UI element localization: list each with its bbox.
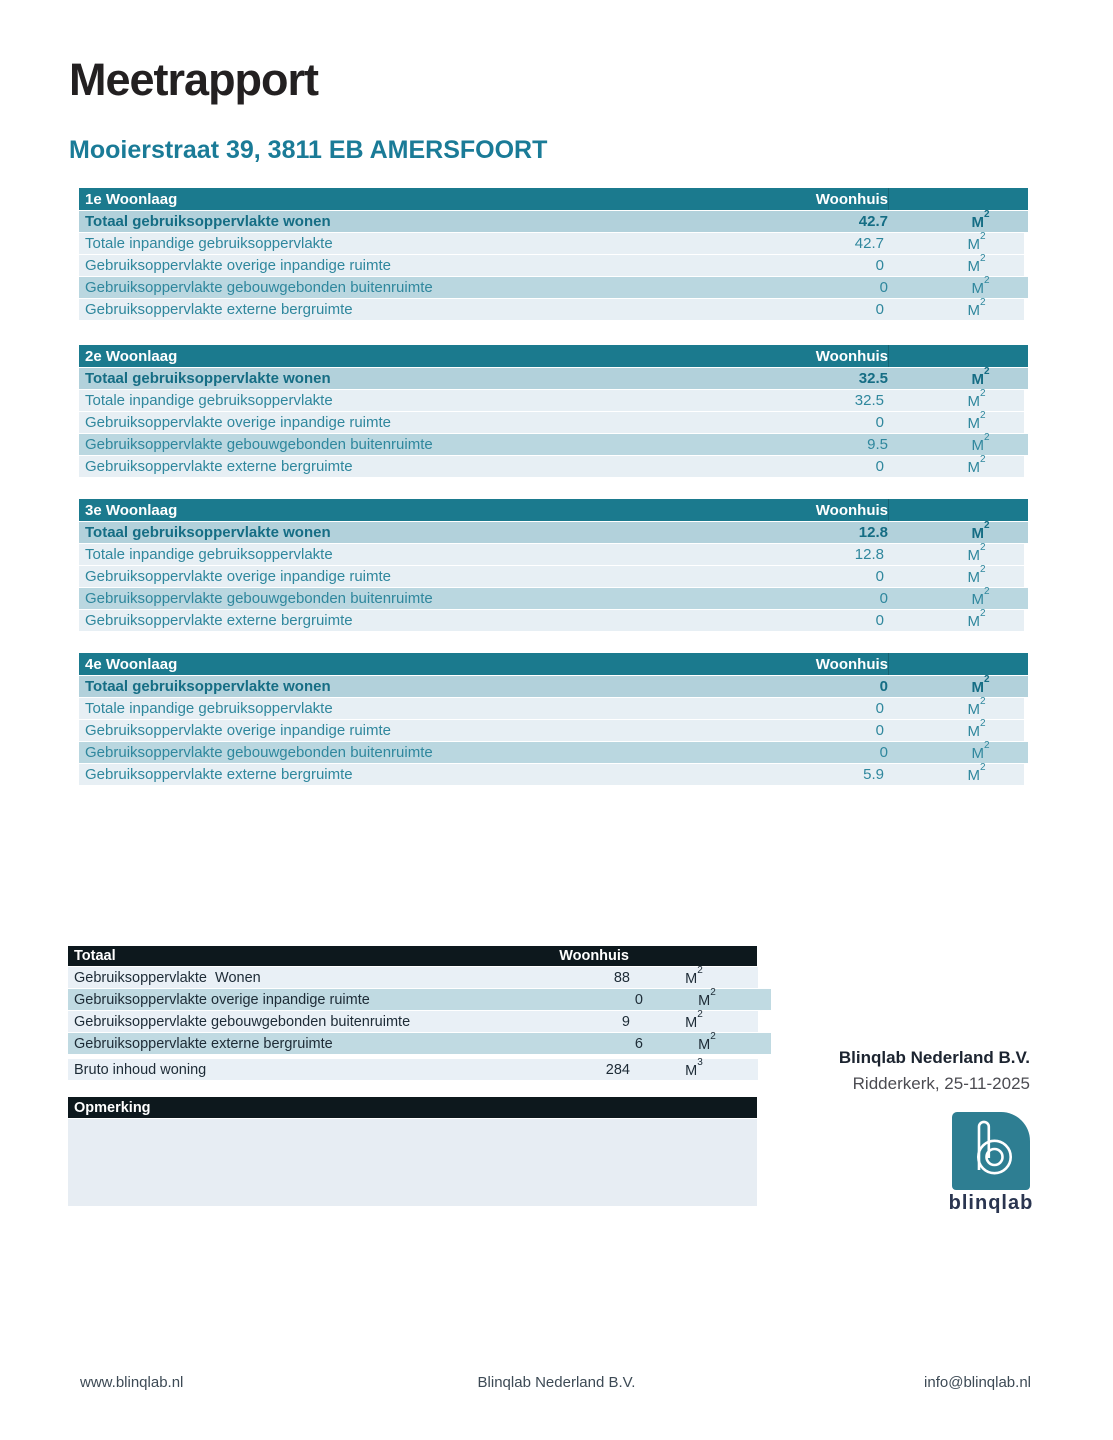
table-row (79, 367, 1028, 389)
opmerking-section (68, 1097, 757, 1206)
row-value: 0 (879, 590, 888, 607)
row-unit: $M^2$ (967, 409, 986, 432)
table-row (68, 1010, 758, 1032)
table-row (79, 741, 1028, 763)
row-value: 9.5 (867, 436, 888, 453)
table-row (79, 210, 1028, 232)
footer-email: info@blinqlab.nl (924, 1374, 1031, 1391)
table-row (68, 966, 758, 988)
table-title: 2e Woonlaag (85, 347, 178, 365)
opmerking-body (68, 1119, 757, 1206)
row-value: 0 (875, 458, 884, 475)
column-header-woonhuis: Woonhuis (815, 655, 888, 673)
row-value: 0 (879, 744, 888, 761)
floor-table-4 (79, 653, 1028, 785)
signature-block (839, 1048, 1030, 1094)
row-unit: $M^2$ (967, 296, 986, 319)
row-unit: $M^2$ (971, 519, 990, 542)
table-row (79, 254, 1024, 276)
row-unit: $M^2$ (967, 563, 986, 586)
row-unit: $M^2$ (967, 541, 986, 564)
unit-column-divider (888, 188, 1028, 210)
table-header-row (79, 499, 1028, 521)
row-label: Gebruiksoppervlakte externe bergruimte (85, 458, 353, 475)
row-value: 0 (875, 414, 884, 431)
row-label: Gebruiksoppervlakte overige inpandige ruimte (85, 414, 392, 431)
row-value: 0 (875, 568, 884, 585)
row-value: 0 (875, 257, 884, 274)
table-row (79, 763, 1024, 785)
table-row (68, 988, 771, 1010)
row-value: 9 (621, 1013, 630, 1030)
table-row (68, 1032, 771, 1054)
row-unit: $M^2$ (971, 673, 990, 696)
floor-table-3 (79, 499, 1028, 631)
table-row (79, 455, 1024, 477)
table-row (79, 298, 1024, 320)
row-label: Gebruiksoppervlakte gebouwgebonden buitenruimte (85, 279, 433, 296)
unit-column-divider (888, 653, 1028, 675)
row-value: 32.5 (858, 370, 888, 387)
row-value: 88 (613, 969, 630, 986)
row-value: 0 (879, 279, 888, 296)
row-label: Gebruiksoppervlakte externe bergruimte (74, 1035, 333, 1052)
table-header-row (79, 653, 1028, 675)
floor-table-2 (79, 345, 1028, 477)
row-value: 12.8 (854, 546, 884, 563)
table-title: 4e Woonlaag (85, 655, 178, 673)
footer-website: www.blinqlab.nl (80, 1374, 184, 1391)
row-label: Totale inpandige gebruiksoppervlakte (85, 700, 333, 717)
table-row (79, 411, 1024, 433)
row-unit: $M^2$ (698, 1030, 716, 1053)
row-label: Totaal gebruiksoppervlakte wonen (85, 524, 331, 541)
row-unit: $M^2$ (967, 695, 986, 718)
opmerking-header: Opmerking (68, 1097, 757, 1118)
blinqlab-logo-icon (952, 1112, 1030, 1190)
row-unit: $M^2$ (967, 607, 986, 630)
row-unit: $M^2$ (971, 431, 990, 454)
row-label: Gebruiksoppervlakte gebouwgebonden buitenruimte (85, 436, 433, 453)
row-label: Totaal gebruiksoppervlakte wonen (85, 678, 331, 695)
row-unit: $M^3$ (685, 1056, 703, 1079)
row-label: Gebruiksoppervlakte overige inpandige ruimte (85, 257, 392, 274)
row-value: 0 (875, 700, 884, 717)
footer-company: Blinqlab Nederland B.V. (477, 1374, 636, 1391)
unit-column-divider (888, 499, 1028, 521)
table-title: Totaal (74, 948, 116, 964)
row-unit: $M^2$ (971, 585, 990, 608)
row-label: Gebruiksoppervlakte overige inpandige ruimte (85, 568, 392, 585)
row-value: 284 (605, 1061, 630, 1078)
row-unit: $M^2$ (971, 208, 990, 231)
page-title: Meetrapport (69, 54, 319, 105)
row-label: Gebruiksoppervlakte overige inpandige ruimte (74, 991, 370, 1008)
row-label: Gebruiksoppervlakte gebouwgebonden buitenruimte (85, 744, 433, 761)
row-value: 42.7 (854, 235, 884, 252)
row-unit: $M^2$ (971, 365, 990, 388)
row-unit: $M^2$ (967, 230, 986, 253)
row-label: Gebruiksoppervlakte externe bergruimte (85, 612, 353, 629)
row-unit: $M^2$ (967, 453, 986, 476)
row-value: 0 (634, 991, 643, 1008)
totals-table (68, 946, 757, 1080)
table-row (79, 433, 1028, 455)
floor-table-1 (79, 188, 1028, 320)
row-unit: $M^2$ (971, 274, 990, 297)
table-row (79, 675, 1028, 697)
row-value: 0 (875, 301, 884, 318)
signature-place-date: Ridderkerk, 25-11-2025 (852, 1074, 1030, 1093)
row-unit: $M^2$ (967, 761, 986, 784)
row-value: 0 (875, 612, 884, 629)
row-unit: $M^2$ (967, 252, 986, 275)
logo-wordmark: blinqlab (948, 1192, 1034, 1214)
table-row (79, 609, 1024, 631)
table-row (79, 719, 1024, 741)
row-label: Totale inpandige gebruiksoppervlakte (85, 392, 333, 409)
table-row (68, 1058, 758, 1080)
row-value: 32.5 (854, 392, 884, 409)
column-header-woonhuis: Woonhuis (815, 347, 888, 365)
table-row (79, 276, 1028, 298)
table-header-row (79, 188, 1028, 210)
row-label: Totale inpandige gebruiksoppervlakte (85, 546, 333, 563)
table-row (79, 587, 1028, 609)
signature-company: Blinqlab Nederland B.V. (838, 1048, 1030, 1067)
row-value: 0 (875, 722, 884, 739)
row-unit: $M^2$ (685, 1008, 703, 1031)
row-unit: $M^2$ (698, 986, 716, 1009)
column-header-woonhuis: Woonhuis (815, 190, 888, 208)
row-unit: $M^2$ (967, 387, 986, 410)
row-unit: $M^2$ (967, 717, 986, 740)
row-label: Totaal gebruiksoppervlakte wonen (85, 370, 331, 387)
table-row (79, 232, 1024, 254)
table-header-row (79, 345, 1028, 367)
row-unit: $M^2$ (685, 964, 703, 987)
column-header-woonhuis: Woonhuis (815, 501, 888, 519)
row-label: Bruto inhoud woning (74, 1061, 207, 1078)
row-value: 5.9 (863, 766, 884, 783)
unit-column-divider (888, 345, 1028, 367)
table-header-row (68, 946, 757, 966)
row-unit: $M^2$ (971, 739, 990, 762)
table-row (79, 521, 1028, 543)
page-subtitle: Mooierstraat 39, 3811 EB AMERSFOORT (69, 136, 548, 164)
row-label: Totale inpandige gebruiksoppervlakte (85, 235, 333, 252)
row-label: Gebruiksoppervlakte gebouwgebonden buitenruimte (74, 1013, 411, 1030)
row-value: 12.8 (858, 524, 888, 541)
row-label: Gebruiksoppervlakte Wonen (74, 969, 261, 986)
table-row (79, 543, 1024, 565)
table-row (79, 389, 1024, 411)
blinqlab-logo (948, 1112, 1034, 1215)
table-title: 3e Woonlaag (85, 501, 178, 519)
table-row (79, 697, 1024, 719)
row-label: Gebruiksoppervlakte gebouwgebonden buitenruimte (85, 590, 433, 607)
column-header-woonhuis: Woonhuis (559, 948, 629, 964)
table-row (79, 565, 1024, 587)
row-label: Gebruiksoppervlakte overige inpandige ruimte (85, 722, 392, 739)
row-label: Totaal gebruiksoppervlakte wonen (85, 213, 331, 230)
row-label: Gebruiksoppervlakte externe bergruimte (85, 766, 353, 783)
row-label: Gebruiksoppervlakte externe bergruimte (85, 301, 353, 318)
row-value: 42.7 (858, 213, 888, 230)
row-value: 6 (634, 1035, 643, 1052)
row-value: 0 (879, 678, 888, 695)
table-title: 1e Woonlaag (85, 190, 178, 208)
